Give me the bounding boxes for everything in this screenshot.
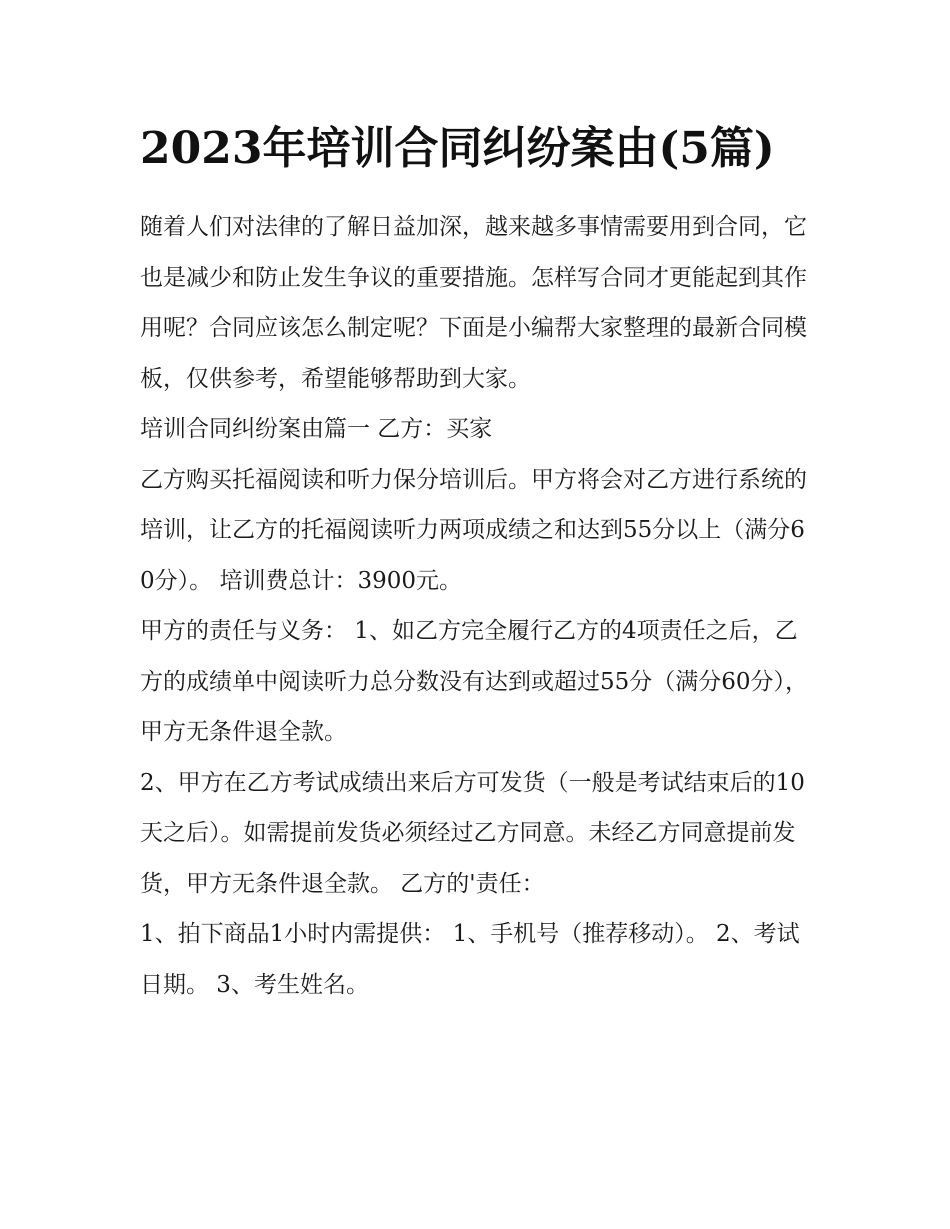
paragraph-party-b-duties: 1、拍下商品1小时内需提供： 1、手机号（推荐移动）。 2、考试日期。 3、考生姓名。 [140,921,800,998]
paragraph-section-heading: 培训合同纠纷案由篇一 乙方：买家 [140,416,493,442]
paragraph-party-a-duties: 甲方的责任与义务： 1、如乙方完全履行乙方的4项责任之后，乙方的成绩单中阅读听力总分数没有达到或超过55分（满分60分），甲方无条件退全款。 [140,618,809,745]
document-title: 2023年培训合同纠纷案由(5篇) [140,123,775,174]
paragraph-intro: 随着人们对法律的了解日益加深，越来越多事情需要用到合同，它也是减少和防止发生争议的重要措施。怎样写合同才更能起到其作用呢？合同应该怎么制定呢？下面是小编帮大家整理的最新合同模板，仅供参考，希望能够帮助到大家。 [140,214,807,392]
document-body [140,202,815,1010]
paragraph-training-description: 乙方购买托福阅读和听力保分培训后。甲方将会对乙方进行系统的培训，让乙方的托福阅读听力两项成绩之和达到55分以上（满分60分）。 培训费总计：3900元。 [140,466,807,594]
document-content [140,110,815,1010]
paragraph-delivery-terms: 2、甲方在乙方考试成绩出来后方可发货（一般是考试结束后的10天之后）。如需提前发货必须经过乙方同意。未经乙方同意提前发货，甲方无条件退全款。 乙方的'责任： [140,769,805,897]
